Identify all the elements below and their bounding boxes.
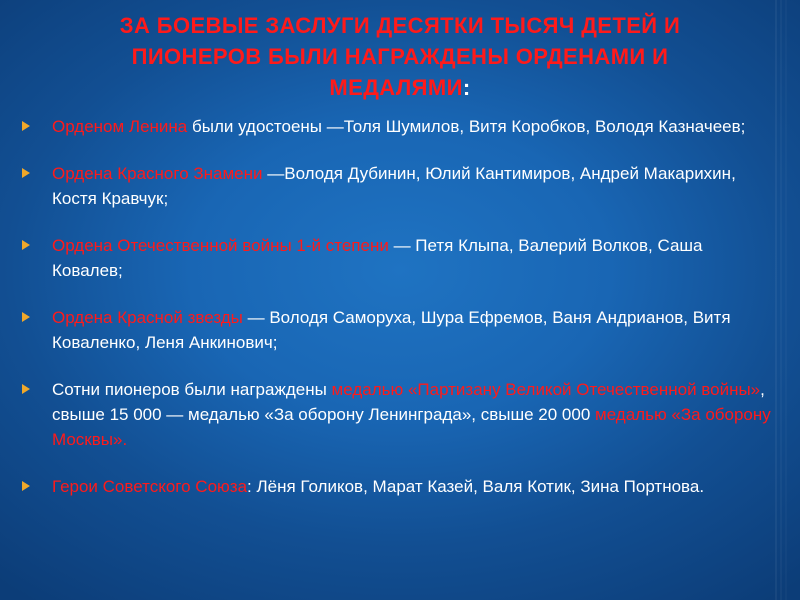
award-highlight-text: медалью «Партизану Великой Отечественной войны» [331,380,761,399]
triangle-bullet-icon [22,121,30,131]
award-body-text: — Володя Саморуха, Шура Ефремов, Ваня Андрианов, Витя Коваленко, Леня Анкинович; [52,308,731,352]
award-highlight-text: Герои Советского Союза [52,477,248,496]
triangle-bullet-icon [22,312,30,322]
award-body-text: Сотни пионеров были награждены [52,380,332,399]
slide-title-text: ЗА БОЕВЫЕ ЗАСЛУГИ ДЕСЯТКИ ТЫСЯЧ ДЕТЕЙ И ПИОНЕРОВ БЫЛИ НАГРАЖДЕНЫ ОРДЕНАМИ И МЕДАЛЯМИ [119,13,681,100]
award-highlight-text: Орденом Ленина [52,117,188,136]
award-highlight-text: Ордена Отечественной войны 1-й степени [52,236,389,255]
award-highlight-text: Ордена Красной звезды [52,308,243,327]
triangle-bullet-icon [22,168,30,178]
slide-title-colon: : [462,75,471,100]
award-list-item [22,233,777,283]
award-body-text: — Петя Клыпа, Валерий Волков, Саша Ковалев; [52,236,703,280]
triangle-bullet-icon [22,240,30,250]
award-list-item [22,114,777,139]
decorative-lines-icon [772,0,794,600]
award-highlight-text: медалью «За оборону Москвы». [52,405,771,449]
triangle-bullet-icon [22,481,30,491]
award-list-item [22,161,777,211]
award-list-item [22,377,777,452]
award-list [22,114,777,521]
award-body-text: были удостоены —Толя Шумилов, Витя Коробков, Володя Казначеев; [187,117,746,136]
award-body-text: : Лёня Голиков, Марат Казей, Валя Котик, Зина Портнова. [247,477,705,496]
triangle-bullet-icon [22,384,30,394]
award-body-text: , свыше 15 000 — медалью «За оборону Ленинграда», свыше 20 000 [52,380,765,424]
award-list-item [22,305,777,355]
award-body-text: —Володя Дубинин, Юлий Кантимиров, Андрей Макарихин, Костя Кравчук; [52,164,736,208]
slide-title [60,10,740,103]
award-highlight-text: Ордена Красного Знамени [52,164,263,183]
award-list-item [22,474,777,499]
